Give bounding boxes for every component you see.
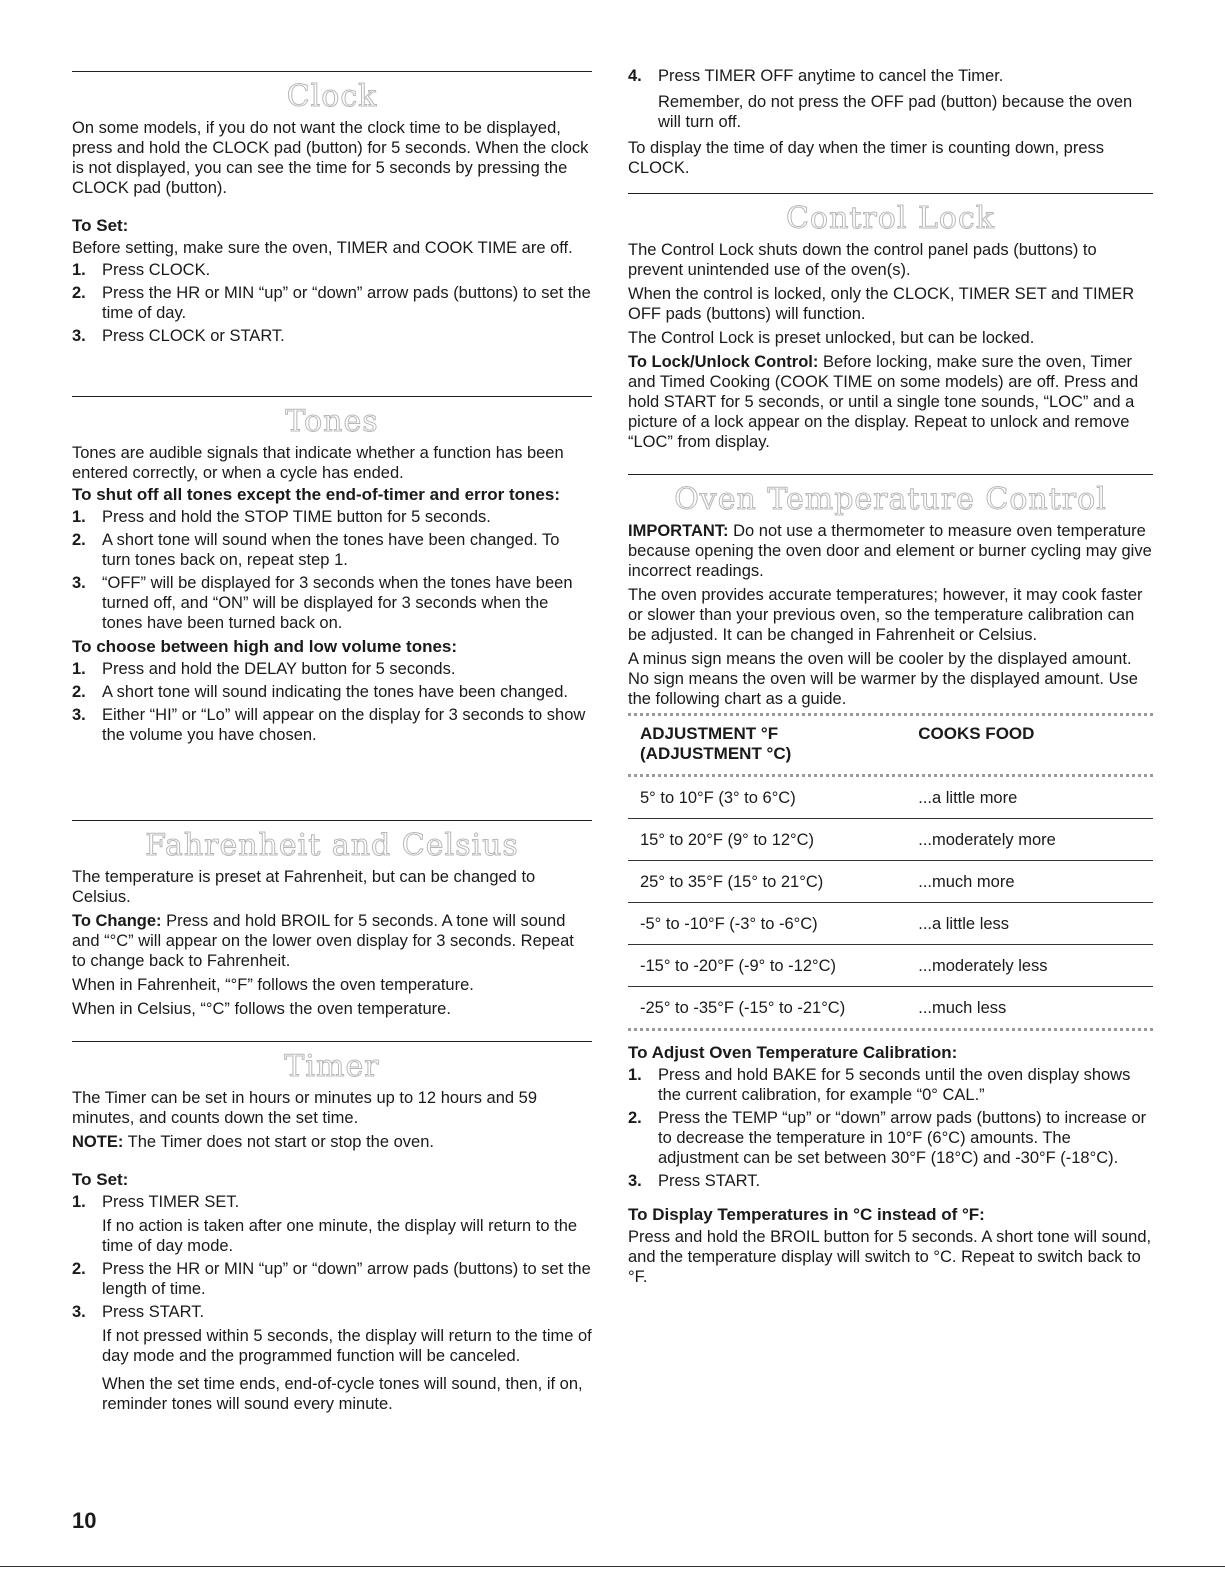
list-item: 1. Press and hold the STOP TIME button for 5 seconds. xyxy=(72,508,491,526)
timer-steps-continued xyxy=(628,66,1153,132)
fahrenheit-intro: The temperature is preset at Fahrenheit, but can be changed to Celsius. xyxy=(72,868,536,906)
table-row: 5° to 10°F (3° to 6°C) ...a little more xyxy=(628,777,1153,819)
adjust-heading: To Adjust Oven Temperature Calibration: xyxy=(628,1043,958,1062)
oven-temp-title: Oven Temperature Control xyxy=(674,482,1107,517)
section-divider xyxy=(628,474,1153,475)
list-item: 2. A short tone will sound indicating the tones have been changed. xyxy=(72,683,568,701)
list-item: 1. Press and hold the DELAY button for 5 seconds. xyxy=(72,660,456,678)
table-header-adjustment: ADJUSTMENT °F (ADJUSTMENT °C) xyxy=(640,724,792,763)
tones-intro: Tones are audible signals that indicate whether a function has been entered correctly, or when a cycle has ended. xyxy=(72,444,564,482)
control-lock-title: Control Lock xyxy=(786,201,995,236)
timer-note: NOTE: The Timer does not start or stop the oven. xyxy=(72,1133,434,1151)
table-header-row xyxy=(628,716,1153,774)
section-divider xyxy=(72,396,592,397)
list-item: 2. Press the HR or MIN “up” or “down” arrow pads (buttons) to set the time of day. xyxy=(72,284,591,322)
tones-volume-heading: To choose between high and low volume tones: xyxy=(72,637,458,656)
timer-intro: The Timer can be set in hours or minutes up to 12 hours and 59 minutes, and counts down the set time. xyxy=(72,1089,538,1127)
list-item: 3. Either “HI” or “Lo” will appear on the display for 3 seconds to show the volume you have chosen. xyxy=(72,706,586,744)
clock-title: Clock xyxy=(286,79,378,114)
control-lock-section xyxy=(628,193,1153,454)
display-text: Press and hold the BROIL button for 5 seconds. A short tone will sound, and the temperature display will switch to °C. Repeat to switch back to °F. xyxy=(628,1228,1152,1286)
page-bottom-rule xyxy=(0,1566,1225,1567)
control-lock-instructions: To Lock/Unlock Control: Before locking, make sure the oven, Timer and Timed Cooking (COOK TIME on some models) are off. Press and hold START for 5 seconds, or until a single tone sounds, “LOC” and a picture of a lock appear on the display. Repeat to unlock and remove “LOC” from display. xyxy=(628,353,1139,451)
oven-temp-important: IMPORTANT: Do not use a thermometer to measure oven temperature because opening the oven door and element or burner cycling may give incorrect readings. xyxy=(628,522,1152,580)
section-divider xyxy=(72,71,592,72)
clock-section xyxy=(72,71,592,349)
oven-temp-section xyxy=(628,474,1153,1289)
oven-temp-p1: The oven provides accurate temperatures; however, it may cook faster or slower than your previous oven, so the temperature calibration can be adjusted. It can be changed in Fahrenheit or Celsius. xyxy=(628,586,1143,644)
table-row: -5° to -10°F (-3° to -6°C) ...a little less xyxy=(628,903,1153,945)
tones-title: Tones xyxy=(285,404,379,439)
section-divider xyxy=(72,1041,592,1042)
table-header-cooks-food: COOKS FOOD xyxy=(918,724,1035,743)
timer-title: Timer xyxy=(284,1049,380,1084)
clock-set-intro: Before setting, make sure the oven, TIMER and COOK TIME are off. xyxy=(72,239,573,257)
list-item: 2. Press the HR or MIN “up” or “down” arrow pads (buttons) to set the length of time. xyxy=(72,1260,591,1298)
clock-steps xyxy=(72,260,592,346)
table-row: -25° to -35°F (-15° to -21°C) ...much less xyxy=(640,999,1007,1017)
clock-intro: On some models, if you do not want the clock time to be displayed, press and hold the CLOCK pad (button) for 5 seconds. When the clock is not displayed, you can see the time for 5 seconds by pressing the CLOCK pad (button). xyxy=(72,119,589,197)
timer-steps xyxy=(72,1192,592,1414)
clock-set-heading: To Set: xyxy=(72,216,129,235)
control-lock-p1: The Control Lock shuts down the control panel pads (buttons) to prevent unintended use of the oven(s). xyxy=(628,241,1097,279)
table-row: 25° to 35°F (15° to 21°C) ...much more xyxy=(628,861,1153,903)
timer-display-note: To display the time of day when the timer is counting down, press CLOCK. xyxy=(628,139,1104,177)
list-item: 3. Press START. If not pressed within 5 seconds, the display will return to the time of day mode and the programmed function will be canceled. When the set time ends, end-of-cycle tones will sound, then, if on, reminder tones will sound every minute. xyxy=(72,1303,592,1413)
display-heading: To Display Temperatures in °C instead of °F: xyxy=(628,1205,985,1224)
list-item: 3. Press CLOCK or START. xyxy=(72,327,285,345)
fahrenheit-f-note: When in Fahrenheit, “°F” follows the oven temperature. xyxy=(72,976,474,994)
adjust-steps xyxy=(628,1065,1153,1191)
fahrenheit-title: Fahrenheit and Celsius xyxy=(145,828,519,863)
adjustment-table xyxy=(628,716,1153,774)
list-item: 4. Press TIMER OFF anytime to cancel the Timer. Remember, do not press the OFF pad (button) because the oven will turn off. xyxy=(628,67,1133,131)
list-item: 2. A short tone will sound when the tones have been changed. To turn tones back on, repeat step 1. xyxy=(72,531,560,569)
timer-continued xyxy=(628,66,1153,180)
tones-shutoff-steps xyxy=(72,507,592,633)
tones-volume-steps xyxy=(72,659,592,745)
table-bottom-rule xyxy=(628,1028,1153,1031)
fahrenheit-change: To Change: Press and hold BROIL for 5 seconds. A tone will sound and “°C” will appear on the lower oven display for 3 seconds. Repeat to change back to Fahrenheit. xyxy=(72,912,574,970)
fahrenheit-c-note: When in Celsius, “°C” follows the oven temperature. xyxy=(72,1000,451,1018)
control-lock-p3: The Control Lock is preset unlocked, but can be locked. xyxy=(628,329,1035,347)
page-number: 10 xyxy=(72,1508,97,1533)
table-row: -15° to -20°F (-9° to -12°C) ...moderately less xyxy=(628,945,1153,987)
timer-set-heading: To Set: xyxy=(72,1170,129,1189)
list-item: 1. Press TIMER SET. If no action is taken after one minute, the display will return to the time of day mode. xyxy=(72,1193,578,1255)
timer-section xyxy=(72,1041,592,1417)
control-lock-p2: When the control is locked, only the CLOCK, TIMER SET and TIMER OFF pads (buttons) will function. xyxy=(628,285,1135,323)
table-row: 15° to 20°F (9° to 12°C) ...moderately more xyxy=(628,819,1153,861)
list-item: 1. Press CLOCK. xyxy=(72,261,211,279)
list-item: 1. Press and hold BAKE for 5 seconds until the oven display shows the current calibration, for example “0° CAL.” xyxy=(628,1066,1131,1104)
fahrenheit-section xyxy=(72,820,592,1021)
oven-temp-p2: A minus sign means the oven will be cooler by the displayed amount. No sign means the oven will be warmer by the displayed amount. Use the following chart as a guide. xyxy=(628,650,1138,708)
section-divider xyxy=(628,193,1153,194)
list-item: 3. Press START. xyxy=(628,1172,761,1190)
section-divider xyxy=(72,820,592,821)
list-item: 3. “OFF” will be displayed for 3 seconds when the tones have been turned off, and “ON” will be displayed for 3 seconds when the tones have been turned back on. xyxy=(72,574,573,632)
adjustment-table-body xyxy=(628,777,1153,1028)
tones-section xyxy=(72,396,592,748)
tones-shutoff-heading: To shut off all tones except the end-of-timer and error tones: xyxy=(72,485,561,504)
list-item: 2. Press the TEMP “up” or “down” arrow pads (buttons) to increase or to decrease the temperature in 10°F (6°C) amounts. The adjustment can be set between 30°F (18°C) and -30°F (-18°C). xyxy=(628,1109,1147,1167)
